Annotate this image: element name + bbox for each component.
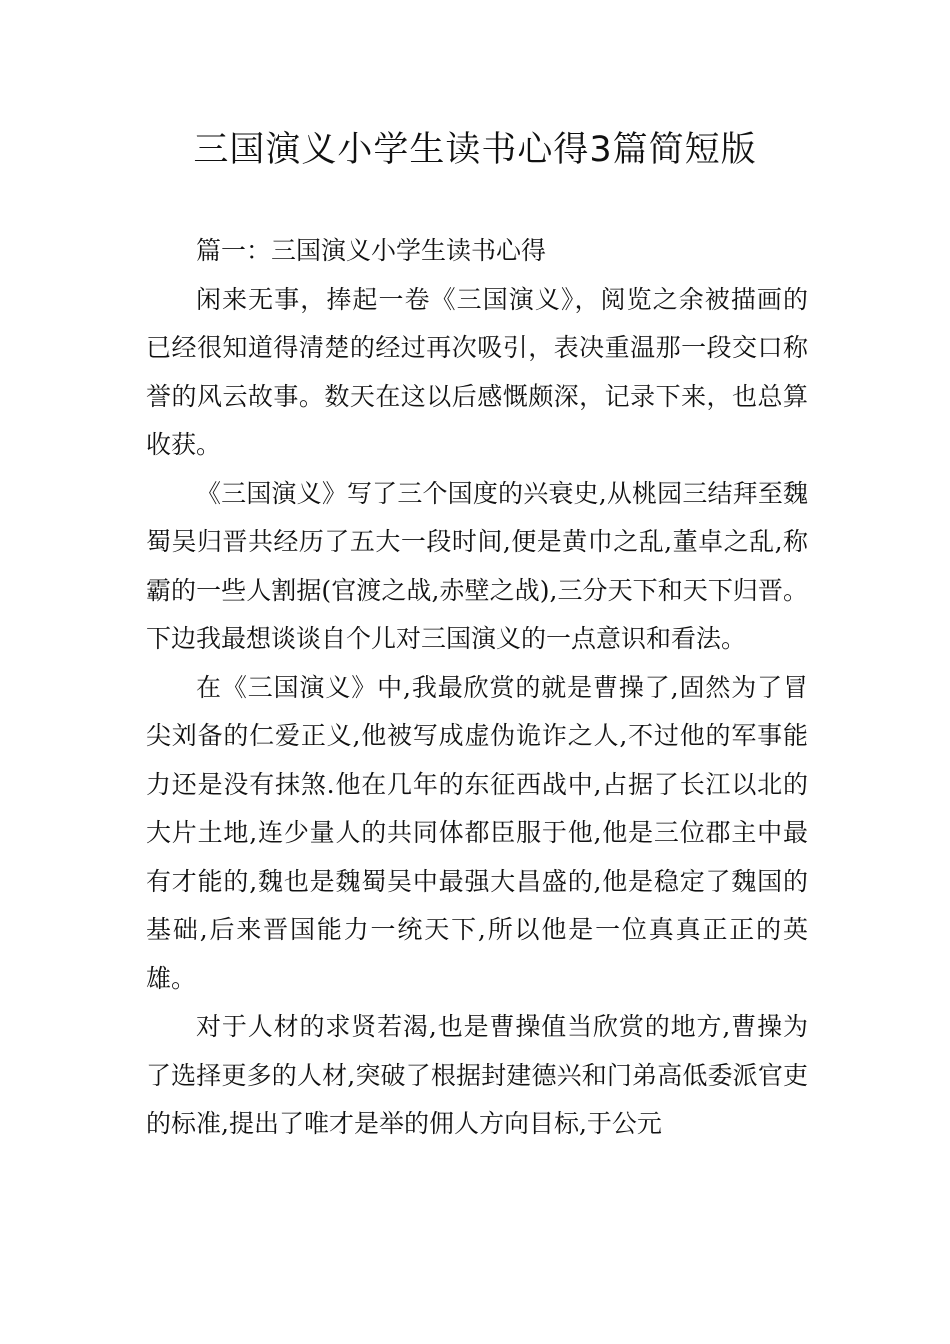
section-heading: 篇一：三国演义小学生读书心得 bbox=[196, 236, 547, 265]
document-title: 三国演义小学生读书心得3篇简短版 bbox=[193, 130, 757, 170]
paragraph-2: 《三国演义》写了三个国度的兴衰史,从桃园三结拜至魏蜀吴归晋共经历了五大一段时间,便是黄巾之乱,董卓之乱,称霸的一些人割据(官渡之战,赤壁之战),三分天下和天下归晋。下边我最想谈谈自个儿对三国演义的一点意识和看法。 bbox=[146, 478, 808, 653]
document-body bbox=[146, 227, 808, 1149]
paragraph-1: 闲来无事，捧起一卷《三国演义》，阅览之余被描画的已经很知道得清楚的经过再次吸引，表决重温那一段交口称誉的风云故事。数天在这以后感慨颇深，记录下来，也总算收获。 bbox=[146, 284, 808, 459]
paragraph-3: 在《三国演义》中,我最欣赏的就是曹操了,固然为了冒尖刘备的仁爱正义,他被写成虚伪诡诈之人,不过他的军事能力还是没有抹煞.他在几年的东征西战中,占据了长江以北的大片土地,连少量人的共同体都臣服于他,他是三位郡主中最有才能的,魏也是魏蜀吴中最强大昌盛的,他是稳定了魏国的基础,后来晋国能力一统天下,所以他是一位真真正正的英雄。 bbox=[146, 672, 808, 993]
paragraph-4: 对于人材的求贤若渴,也是曹操值当欣赏的地方,曹操为了选择更多的人材,突破了根据封建德兴和门弟高低委派官吏的标准,提出了唯才是举的佣人方向目标,于公元 bbox=[146, 1012, 808, 1138]
